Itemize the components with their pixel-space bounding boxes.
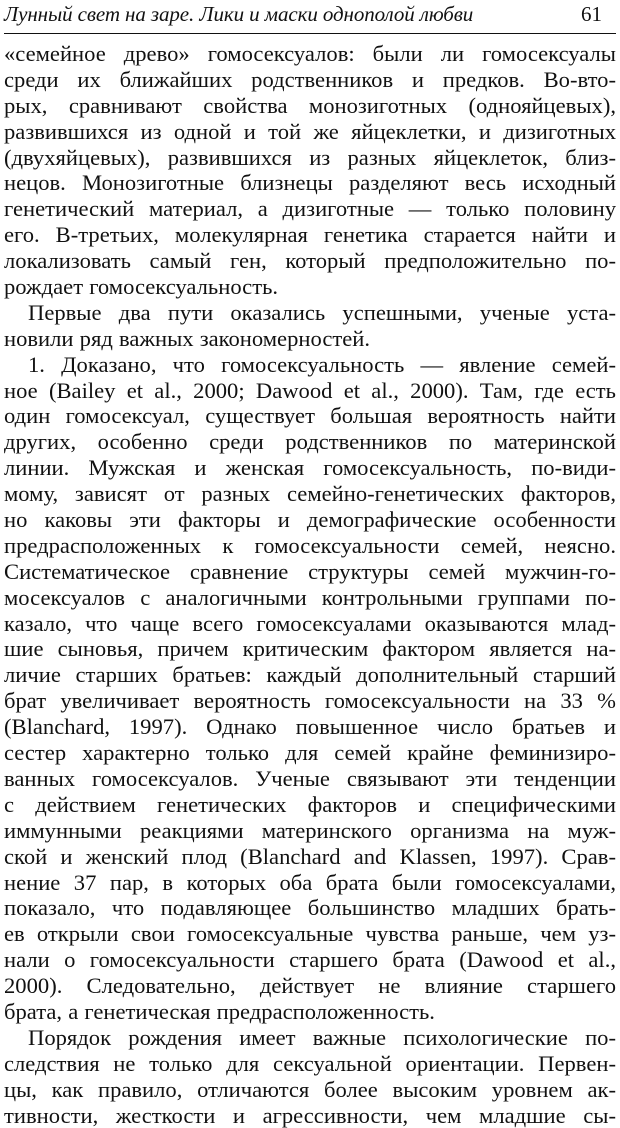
text-line: «семейное древо» гомосексуалов: были ли гомосексуалы [4,41,616,66]
text-line: тивности, жесткости и агрессивности, чем младшие сы- [4,1102,616,1128]
text-line: мому, зависят от разных семейно-генетических факторов, [4,481,616,507]
text-line: сестер характерно только для семей крайне феминизиро- [4,740,616,766]
text-line: мосексуалов с аналогичными контрольными группами по- [4,584,616,610]
text-line: 1. Доказано, что гомосексуальность — явление семей- [28,351,616,377]
text-line: среди их ближайших родственников и предков. Во-вто- [4,66,616,92]
running-title: Лунный свет на заре. Лики и маски однополой любви [4,2,474,26]
text-line: рождает гомосексуальность. [4,274,279,300]
text-line: следствия не только для сексуальной ориентации. Первен- [4,1050,616,1076]
text-line: развившихся из одной и той же яйцеклетки, и дизиготных [4,118,616,144]
text-line: шие сыновья, причем критическим фактором является на- [4,636,616,662]
text-line: новили ряд важных закономерностей. [4,325,371,351]
text-line: (Blanchard, 1997). Однако повышенное число братьев и [4,714,616,740]
text-line: 2000). Следовательно, действует не влияние старшего [4,973,616,999]
text-line: но каковы эти факторы и демографические особенности [4,507,616,533]
text-line: ев открыли свои гомосексуальные чувства раньше, чем уз- [4,921,616,947]
page-number: 61 [581,2,602,26]
text-line: с действием генетических факторов и специфическими [4,791,616,817]
text-line: ванных гомосексуалов. Ученые связывают эти тенденции [4,765,616,791]
text-line: один гомосексуал, существует большая вероятность найти [4,403,616,429]
text-line: (двухяйцевых), развившихся из разных яйцеклеток, близ- [4,144,616,170]
text-line: цы, как правило, отличаются более высоким уровнем ак- [4,1076,616,1102]
text-line: брат увеличивает вероятность гомосексуальности на 33 % [4,688,616,714]
text-line: иммунными реакциями материнского организма на муж- [4,817,616,843]
text-line: ской и женский плод (Blanchard and Klassen, 1997). Срав- [4,843,616,869]
text-line: ное (Bailey et al., 2000; Dawood et al., 2000). Там, где есть [4,377,616,403]
running-head [4,0,616,34]
text-line: линии. Мужская и женская гомосексуальность, по-види- [4,455,616,481]
text-line: казало, что чаще всего гомосексуалами оказываются млад- [4,610,616,636]
text-line: показало, что подавляющее большинство младших брать- [4,895,616,921]
text-line: Первые два пути оказались успешными, ученые уста- [28,299,616,325]
text-line: локализовать самый ген, который предположительно по- [4,248,616,274]
text-line: предрасположенных к гомосексуальности семей, неясно. [4,532,616,558]
text-line: Систематическое сравнение структуры семей мужчин-го- [4,558,616,584]
text-line: рых, сравнивают свойства монозиготных (однояйцевых), [4,92,616,118]
text-line: других, особенно среди родственников по материнской [4,429,616,455]
text-line: брата, а генетическая предрасположенность. [4,998,435,1024]
text-line: нение 37 пар, в которых оба брата были гомосексуалами, [4,869,616,895]
text-line: личие старших братьев: каждый дополнительный старший [4,662,616,688]
text-line: нали о гомосексуальности старшего брата (Dawood et al., [4,947,616,973]
text-line: Порядок рождения имеет важные психологические по- [28,1024,616,1050]
text-line: генетический материал, а дизиготные — только половину [4,196,616,222]
text-line: его. В-третьих, молекулярная генетика старается найти и [4,222,616,248]
text-line: нецов. Монозиготные близнецы разделяют весь исходный [4,170,616,196]
body-text [4,41,616,1128]
